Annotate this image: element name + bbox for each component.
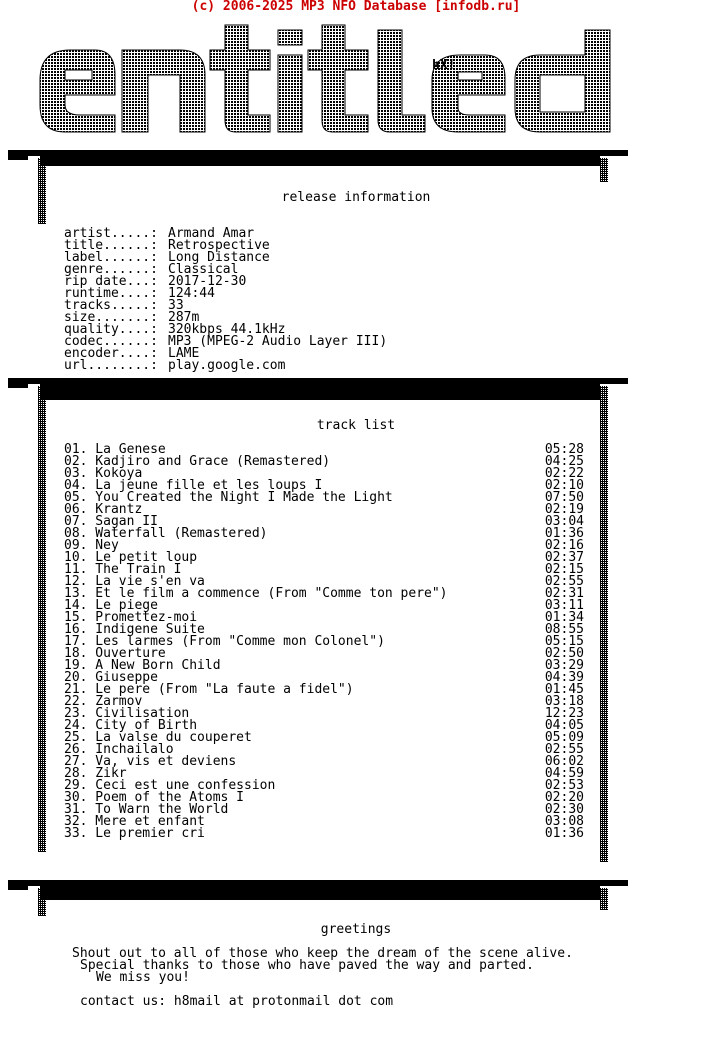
left-border-1 (38, 158, 46, 224)
info-label: size.......: (64, 310, 158, 325)
track-duration: 01:45 (544, 682, 584, 697)
greetings-line-1: Shout out to all of those who keep the dream of the scene alive. (72, 946, 573, 961)
info-value: Armand Amar (168, 226, 255, 241)
track-title: 16. Indigene Suite (64, 622, 205, 637)
greetings-line-2: Special thanks to those who have paved the way and parted. (80, 958, 534, 973)
track-duration: 02:55 (544, 574, 584, 589)
track-duration: 02:22 (544, 466, 584, 481)
info-label: rip date...: (64, 274, 158, 289)
track-title: 31. To Warn the World (64, 802, 229, 817)
track-title: 11. The Train I (64, 562, 182, 577)
track-title: 05. You Created the Night I Made the Light (64, 490, 393, 505)
info-value: 124:44 (168, 286, 215, 301)
track-title: 21. Le pere (From "La faute a fidel") (64, 682, 354, 697)
track-title: 18. Ouverture (64, 646, 166, 661)
info-value: 320kbps 44.1kHz (168, 322, 286, 337)
track-title: 19. A New Born Child (64, 658, 221, 673)
contact-line: contact us: h8mail at protonmail dot com (80, 994, 394, 1009)
track-title: 29. Ceci est une confession (64, 778, 276, 793)
track-duration: 12:23 (544, 706, 584, 721)
info-label: artist.....: (64, 226, 158, 241)
track-row (64, 684, 584, 696)
track-title: 08. Waterfall (Remastered) (64, 526, 268, 541)
track-duration: 03:18 (544, 694, 584, 709)
track-duration: 04:25 (544, 454, 584, 469)
track-duration: 02:30 (544, 802, 584, 817)
corner-right-2 (600, 378, 628, 382)
track-title: 03. Kokoya (64, 466, 143, 481)
track-duration: 04:39 (544, 670, 584, 685)
track-duration: 03:29 (544, 658, 584, 673)
info-label: codec......: (64, 334, 158, 349)
track-list-heading: track list (316, 418, 396, 433)
info-value: LAME (168, 346, 200, 361)
track-duration: 07:50 (544, 490, 584, 505)
track-duration: 06:02 (544, 754, 584, 769)
corner-right-1 (600, 150, 628, 154)
track-duration: 01:36 (544, 826, 584, 841)
info-value: MP3 (MPEG-2 Audio Layer III) (168, 334, 388, 349)
track-duration: 01:34 (544, 610, 584, 625)
info-label: quality....: (64, 322, 158, 337)
track-duration: 02:55 (544, 742, 584, 757)
info-value: play.google.com (168, 358, 286, 373)
release-info-heading: release information (281, 190, 431, 205)
info-label: runtime....: (64, 286, 158, 301)
track-duration: 02:53 (544, 778, 584, 793)
track-duration: 04:05 (544, 718, 584, 733)
track-duration: 02:20 (544, 790, 584, 805)
track-duration: 03:08 (544, 814, 584, 829)
track-duration: 04:59 (544, 766, 584, 781)
info-label: label......: (64, 250, 158, 265)
track-duration: 02:19 (544, 502, 584, 517)
greetings-heading: greetings (320, 922, 392, 937)
info-value: Long Distance (168, 250, 270, 265)
track-title: 23. Civilisation (64, 706, 190, 721)
track-title: 15. Promettez-moi (64, 610, 198, 625)
left-border-3 (38, 888, 46, 916)
track-title: 28. Zikr (64, 766, 127, 781)
track-title: 07. Sagan II (64, 514, 158, 529)
top-bar-3-thick (40, 886, 600, 900)
corner-left-1 (8, 156, 28, 160)
track-title: 14. Le piege (64, 598, 158, 613)
track-duration: 05:15 (544, 634, 584, 649)
track-title: 02. Kadjiro and Grace (Remastered) (64, 454, 331, 469)
track-title: 33. Le premier cri (64, 826, 205, 841)
corner-left-2 (8, 384, 28, 388)
info-value: 287m (168, 310, 200, 325)
track-title: 24. City of Birth (64, 718, 198, 733)
track-title: 26. Inchailalo (64, 742, 174, 757)
track-title: 06. Krantz (64, 502, 143, 517)
track-duration: 02:10 (544, 478, 584, 493)
track-title: 30. Poem of the Atoms I (64, 790, 245, 805)
track-row (64, 528, 584, 540)
track-title: 01. La Genese (64, 442, 166, 457)
track-duration: 08:55 (544, 622, 584, 637)
track-duration: 02:16 (544, 538, 584, 553)
track-title: 04. La jeune fille et les loups I (64, 478, 323, 493)
info-label: tracks.....: (64, 298, 158, 313)
info-value: Retrospective (168, 238, 270, 253)
track-title: 13. Et le film a commence (From "Comme ton pere") (64, 586, 448, 601)
track-title: 12. La vie s'en va (64, 574, 205, 589)
nfo-database-banner: (c) 2006-2025 MP3 NFO Database [infodb.ru] (191, 0, 521, 14)
track-duration: 05:09 (544, 730, 584, 745)
greetings-line-3: We miss you! (96, 970, 190, 985)
track-duration: 01:36 (544, 526, 584, 541)
info-value: Classical (168, 262, 239, 277)
track-title: 20. Giuseppe (64, 670, 158, 685)
info-url (64, 360, 285, 372)
info-value: 33 (168, 298, 184, 313)
track-duration: 02:15 (544, 562, 584, 577)
info-label: url........: (64, 358, 158, 373)
right-border-3 (600, 888, 608, 910)
track-title: 27. Va, vis et deviens (64, 754, 237, 769)
track-title: 25. La valse du couperet (64, 730, 252, 745)
track-row (64, 456, 584, 468)
track-title: 17. Les larmes (From "Comme mon Colonel") (64, 634, 385, 649)
top-bar-1-thick (40, 156, 600, 166)
right-border-2 (600, 386, 608, 862)
track-title: 09. Ney (64, 538, 119, 553)
track-row (64, 828, 584, 840)
track-row (64, 756, 584, 768)
info-value: 2017-12-30 (168, 274, 247, 289)
group-tag: hX! (432, 58, 456, 73)
track-duration: 02:50 (544, 646, 584, 661)
track-title: 10. Le petit loup (64, 550, 198, 565)
track-title: 32. Mere et enfant (64, 814, 205, 829)
track-title: 22. Zarmov (64, 694, 143, 709)
track-row (64, 492, 584, 504)
corner-right-3 (600, 880, 628, 884)
top-bar-2-thick (40, 384, 600, 400)
track-duration: 02:37 (544, 550, 584, 565)
info-label: title......: (64, 238, 158, 253)
corner-left-3 (8, 886, 28, 890)
info-label: genre......: (64, 262, 158, 277)
track-duration: 03:11 (544, 598, 584, 613)
entitled-logo (30, 20, 620, 140)
right-border-1 (600, 158, 608, 182)
track-duration: 03:04 (544, 514, 584, 529)
info-label: encoder....: (64, 346, 158, 361)
track-duration: 05:28 (544, 442, 584, 457)
left-border-2 (38, 386, 46, 852)
track-duration: 02:31 (544, 586, 584, 601)
